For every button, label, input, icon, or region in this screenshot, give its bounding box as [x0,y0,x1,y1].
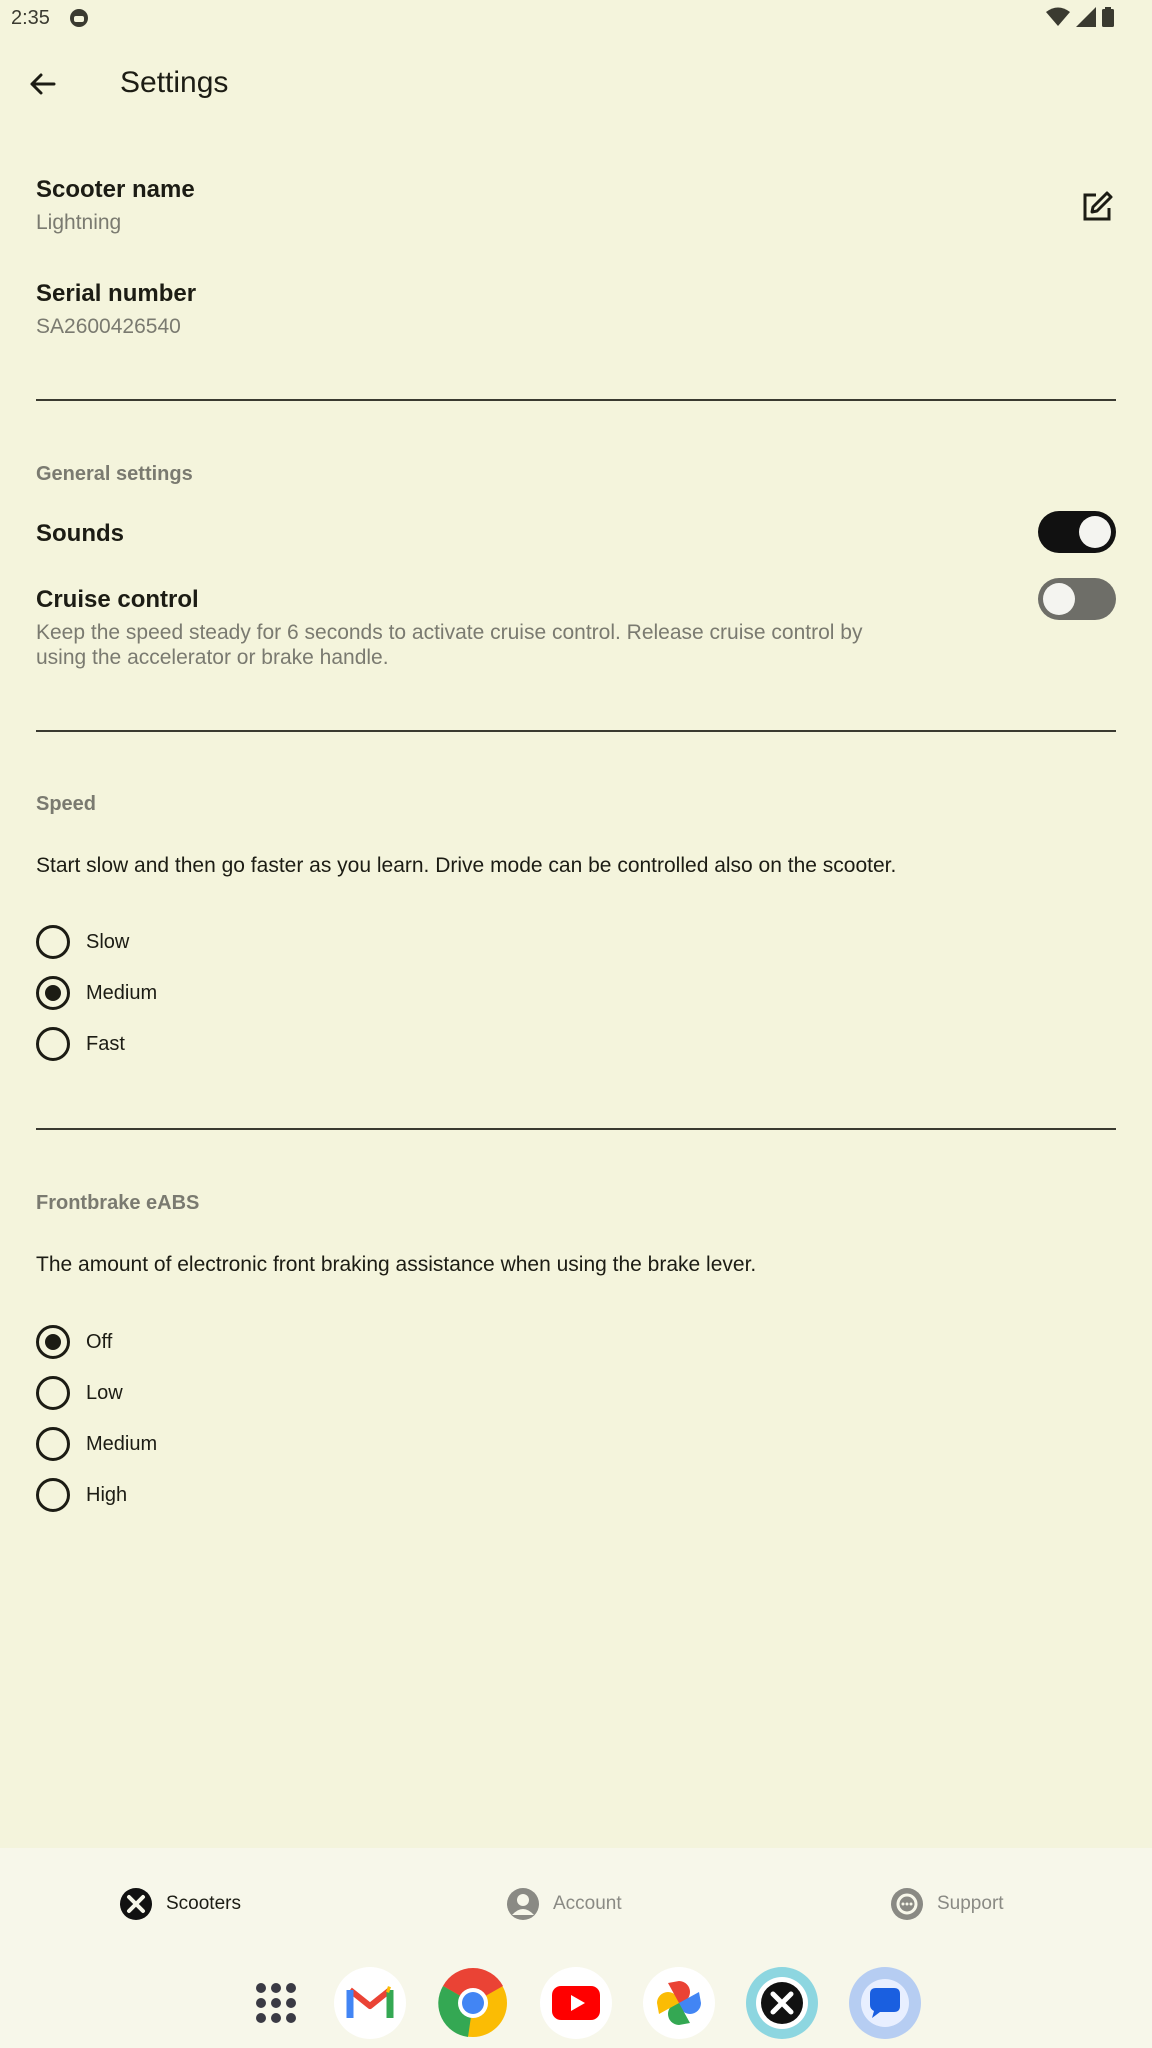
system-icons [1046,7,1114,27]
general-settings-header: General settings [36,463,193,485]
chrome-app[interactable] [437,1967,509,2039]
radio-button [36,1027,70,1061]
photos-app[interactable] [643,1967,715,2039]
radio-button [36,925,70,959]
notification-icon [68,7,90,29]
messages-icon [856,1974,914,2032]
radio-label: Low [86,1381,123,1404]
radio-label: Medium [86,1432,158,1455]
speed-option-slow[interactable] [36,922,129,962]
radio-label: Medium [86,981,158,1004]
bottom-navigation [0,1848,1152,1958]
launcher-dock [0,1958,1152,2048]
wifi-icon [1046,7,1070,27]
radio-button [36,1325,70,1359]
eabs-description: The amount of electronic front braking assistance when using the brake lever. [36,1253,757,1276]
cruise-control-label: Cruise control [36,586,199,613]
toggle-knob [1043,583,1075,615]
messages-app[interactable] [849,1967,921,2039]
radio-label: High [86,1483,128,1506]
status-time: 2:35 [11,7,50,29]
speed-header: Speed [36,793,97,815]
scooter-app-icon [753,1974,811,2032]
app-drawer-button[interactable] [240,1967,312,2039]
toggle-knob [1079,516,1111,548]
speed-option-fast[interactable] [36,1024,125,1064]
youtube-icon [552,1986,600,2020]
edit-icon [1080,190,1114,224]
gmail-icon [346,1984,394,2022]
eabs-option-off[interactable] [36,1322,112,1362]
scooter-app[interactable] [746,1967,818,2039]
radio-button [36,1427,70,1461]
eabs-option-low[interactable] [36,1373,123,1413]
divider [36,730,1116,732]
sounds-toggle[interactable] [1038,511,1116,553]
serial-number-label: Serial number [36,280,197,307]
signal-icon [1076,7,1096,27]
support-icon [891,1888,923,1920]
battery-icon [1102,7,1114,27]
sounds-label: Sounds [36,520,124,547]
account-icon [507,1888,539,1920]
scooter-name-value: Lightning [36,211,122,234]
gmail-app[interactable] [334,1967,406,2039]
nav-label: Support [937,1893,1004,1914]
radio-label: Off [86,1330,113,1353]
scooter-name-label: Scooter name [36,176,195,203]
radio-button [36,1376,70,1410]
speed-description: Start slow and then go faster as you learn. Drive mode can be controlled also on the scooter. [36,854,897,877]
edit-name-button[interactable] [1080,190,1116,226]
back-button[interactable] [20,62,64,106]
nav-label: Account [553,1893,622,1914]
cruise-control-description: Keep the speed steady for 6 seconds to activate cruise control. Release cruise control by using the accelerator or brake handle. [36,621,863,669]
eabs-option-high[interactable] [36,1475,127,1515]
app-bar [0,48,1152,120]
serial-number-value: SA2600426540 [36,315,181,338]
nav-support[interactable] [891,1884,1004,1924]
radio-label: Fast [86,1032,125,1055]
apps-grid-icon [254,1981,298,2025]
eabs-header: Frontbrake eABS [36,1192,200,1214]
eabs-option-medium[interactable] [36,1424,157,1464]
chrome-icon [438,1968,508,2038]
radio-button [36,1478,70,1512]
divider [36,399,1116,401]
radio-button [36,976,70,1010]
scooter-icon [120,1888,152,1920]
youtube-app[interactable] [540,1967,612,2039]
divider [36,1128,1116,1130]
page-title: Settings [120,66,229,99]
status-bar [0,0,1152,36]
speed-option-medium[interactable] [36,973,157,1013]
cruise-control-toggle[interactable] [1038,578,1116,620]
photos-icon [654,1978,704,2028]
nav-account[interactable] [507,1884,622,1924]
radio-label: Slow [86,930,130,953]
nav-label: Scooters [166,1893,241,1914]
nav-scooters[interactable] [120,1884,241,1924]
arrow-back-icon [28,70,56,98]
